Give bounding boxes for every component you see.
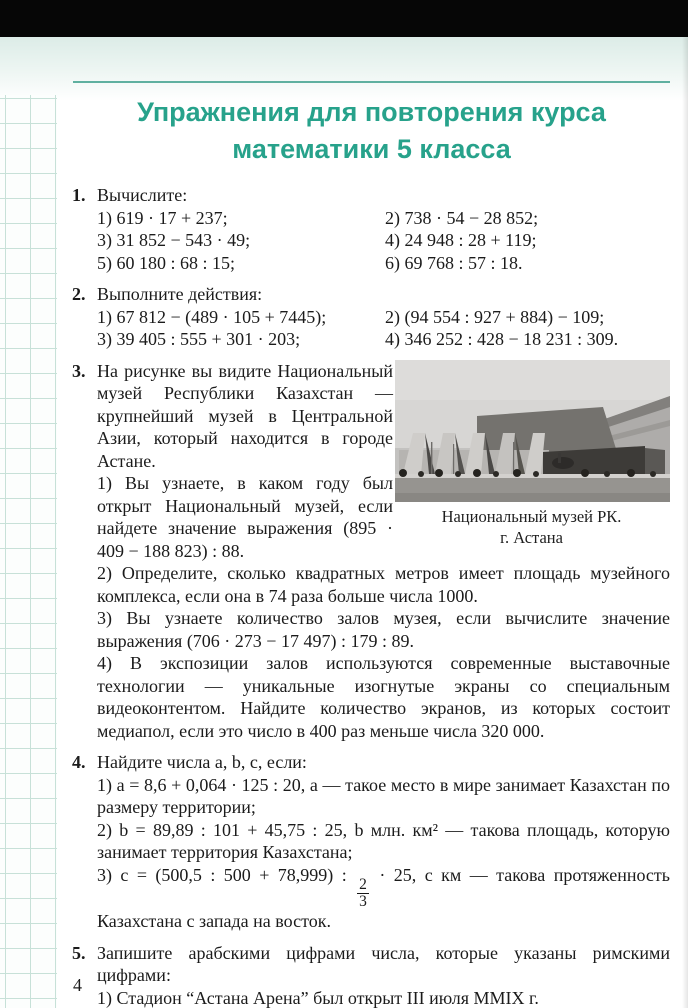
task-item: 3) 31 852 − 543 · 49; bbox=[97, 230, 251, 250]
task-item-text: 3) c = (500,5 : 500 + 78,999) : bbox=[97, 864, 356, 885]
task-item-text: · 25, c км — такова протяженность Казахстана с запада на восток. bbox=[97, 864, 670, 932]
task-paragraph: На рисунке вы видите Национальный музей Республики Казахстан — крупнейший музей в Центральной Азии, который находится в городе Астане. bbox=[97, 360, 393, 471]
task-items bbox=[97, 207, 670, 275]
photo-caption-line2: г. Астана bbox=[500, 527, 563, 547]
task-item: 4) 24 948 : 28 + 119; bbox=[385, 230, 537, 250]
page-title-line2: математики 5 класса bbox=[232, 134, 511, 164]
task-paragraph: 4) В экспозиции залов используются современные выставочные технологии — уникальные изогнутые экраны со специальным видеоконтентом. Найдите количество экранов, из которых состоит медиапол, если это число в 400 раз меньше числа 320 000. bbox=[97, 653, 670, 741]
task-item: 5) 60 180 : 68 : 15; bbox=[97, 252, 235, 273]
top-black-bar bbox=[0, 0, 688, 37]
fraction-numerator: 2 bbox=[359, 875, 367, 893]
task-paragraph: 1) Вы узнаете, в каком году был открыт Национальный музей, если найдете значение выражения (895 · 409 − 188 823) : 88. bbox=[97, 473, 393, 561]
task-items bbox=[97, 306, 670, 351]
task-paragraph: 3) Вы узнаете количество залов музея, если вычислите значение выражения (706 · 273 − 17 497) : 179 : 89. bbox=[97, 608, 670, 651]
page-title bbox=[73, 94, 670, 168]
fraction-two-thirds bbox=[355, 877, 371, 911]
task-item: 1) a = 8,6 + 0,064 · 125 : 20, a — такое место в мире занимает Казахстан по размеру территории; bbox=[97, 774, 670, 817]
graph-paper-margin bbox=[0, 95, 57, 1008]
task-item: 4) 346 252 : 428 − 18 231 : 309. bbox=[385, 329, 619, 349]
task-number: 5. bbox=[72, 942, 86, 963]
photo-caption bbox=[393, 506, 670, 548]
task-item bbox=[97, 864, 670, 933]
photo-caption-line1: Национальный музей РК. bbox=[441, 506, 622, 526]
task-3 bbox=[72, 360, 670, 743]
task-intro: Найдите числа a, b, c, если: bbox=[97, 752, 307, 772]
page-number: 4 bbox=[73, 975, 82, 995]
task-item: 1) Стадион “Астана Арена” был открыт III июля MMIX г. bbox=[97, 987, 539, 1008]
header-gradient bbox=[0, 37, 688, 101]
task-1 bbox=[72, 184, 670, 274]
task-item: 2) 738 · 54 − 28 852; bbox=[385, 207, 539, 228]
task-item: 3) 39 405 : 555 + 301 · 203; bbox=[97, 329, 301, 349]
task-number: 4. bbox=[72, 752, 86, 772]
task-item: 1) 67 812 − (489 · 105 + 7445); bbox=[97, 306, 327, 327]
museum-figure bbox=[393, 360, 670, 548]
task-2 bbox=[72, 283, 670, 351]
task-5 bbox=[72, 942, 670, 1008]
task-item: 2) (94 554 : 927 + 884) − 109; bbox=[385, 306, 605, 327]
task-4 bbox=[72, 751, 670, 933]
task-item: 1) 619 · 17 + 237; bbox=[97, 207, 228, 228]
task-item: 6) 69 768 : 57 : 18. bbox=[385, 252, 523, 273]
page-edge-shadow bbox=[682, 0, 688, 1008]
fraction-denominator: 3 bbox=[359, 892, 367, 910]
task-intro: Выполните действия: bbox=[97, 284, 263, 304]
page-content bbox=[72, 184, 670, 1008]
page-title-line1: Упражнения для повторения курса bbox=[137, 97, 606, 127]
task-intro: Запишите арабскими цифрами числа, которые указаны римскими цифрами: bbox=[97, 942, 670, 986]
task-intro: Вычислите: bbox=[97, 185, 188, 205]
task-number: 3. bbox=[72, 360, 86, 381]
task-item: 2) b = 89,89 : 101 + 45,75 : 25, b млн. км² — такова площадь, которую занимает территория Казахстана; bbox=[97, 819, 670, 862]
task-paragraph: 2) Определите, сколько квадратных метров имеет площадь музейного комплекса, если она в 74 раза больше числа 1000. bbox=[97, 563, 670, 606]
museum-photo bbox=[395, 360, 670, 502]
task-number: 1. bbox=[72, 185, 86, 205]
header-rule bbox=[73, 81, 670, 83]
task-number: 2. bbox=[72, 284, 86, 304]
